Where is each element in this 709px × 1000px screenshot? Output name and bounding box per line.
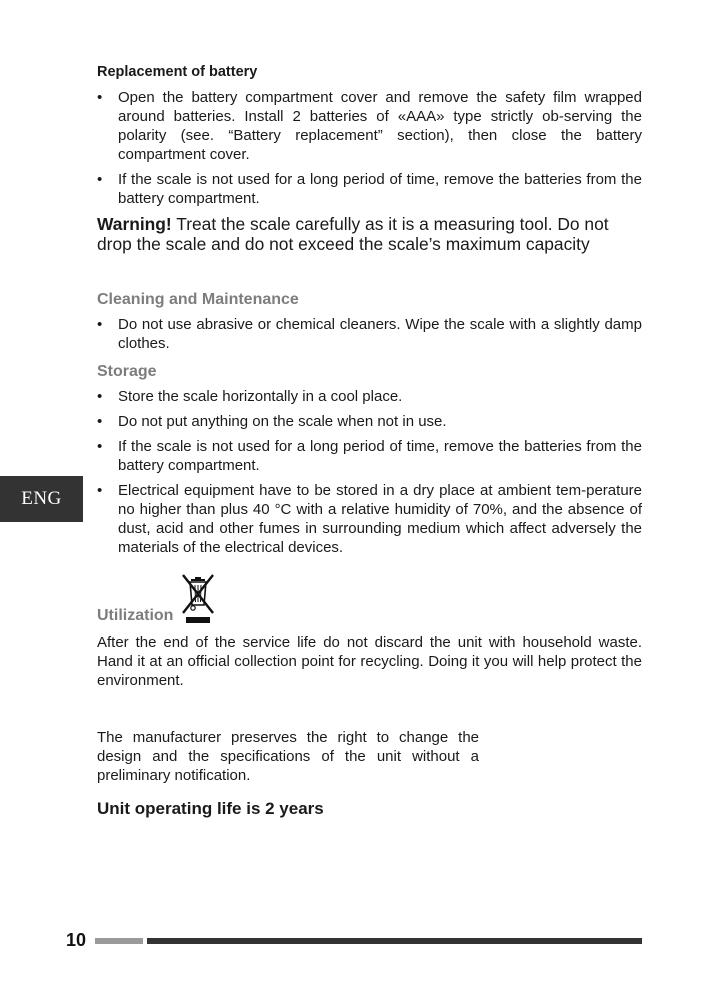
list-item: • Open the battery compartment cover and remove the safety film wrapped around batteries. Install 2 batteries of «AAA» type strictly ob-serving the polarity (see. “Battery replacement” section), then close the battery compartment cover. xyxy=(97,89,642,163)
footer-bar-light xyxy=(95,938,143,944)
list-item: • Do not use abrasive or chemical cleaners. Wipe the scale with a slightly damp clothes. xyxy=(97,316,642,352)
warning-paragraph xyxy=(97,214,642,254)
page-number: 10 xyxy=(66,930,87,950)
warning-label: Warning! xyxy=(97,214,172,234)
bullet: • xyxy=(97,438,103,455)
utilization-heading: Utilization xyxy=(97,607,174,624)
storage-heading: Storage xyxy=(97,363,157,380)
page-content xyxy=(97,64,642,819)
utilization-text: After the end of the service life do not discard the unit with household waste. Hand it at an official collection point for recycling. Doing it you will help protect the environment. xyxy=(97,634,642,689)
bullet: • xyxy=(97,413,103,430)
crossed-out-wheelie-bin-icon xyxy=(179,573,217,625)
replacement-heading: Replacement of battery xyxy=(97,64,258,80)
replacement-list xyxy=(97,88,642,208)
storage-list xyxy=(97,387,642,557)
page-footer xyxy=(66,930,642,952)
warning-text: Treat the scale carefully as it is a measuring tool. Do not drop the scale and do not exceed the scale’s maximum capacity xyxy=(97,214,609,254)
list-item: • If the scale is not used for a long period of time, remove the batteries from the battery compartment. xyxy=(97,438,642,474)
list-item: • Electrical equipment have to be stored in a dry place at ambient tem-perature no higher than plus 40 °C with a relative humidity of 70%, and the absence of dust, acid and other fumes in surrounding medium which affect adversely the materials of the electrical devices. xyxy=(97,482,642,556)
footer-bar-dark xyxy=(147,938,642,944)
bullet: • xyxy=(97,388,103,405)
list-item: • Store the scale horizontally in a cool place. xyxy=(97,388,403,405)
list-item: • If the scale is not used for a long period of time, remove the batteries from the battery compartment. xyxy=(97,171,642,207)
bullet: • xyxy=(97,482,103,499)
language-tab: ENG xyxy=(0,476,83,522)
cleaning-list xyxy=(97,315,642,353)
bullet: • xyxy=(97,316,103,333)
utilization-header xyxy=(97,573,642,625)
operating-life: Unit operating life is 2 years xyxy=(97,799,324,818)
manufacturer-note: The manufacturer preserves the right to change the design and the specifications of the unit without a preliminary notification. xyxy=(97,729,479,784)
cleaning-heading: Cleaning and Maintenance xyxy=(97,291,299,308)
list-item: • Do not put anything on the scale when not in use. xyxy=(97,413,447,430)
bullet: • xyxy=(97,171,103,188)
bullet: • xyxy=(97,89,103,106)
